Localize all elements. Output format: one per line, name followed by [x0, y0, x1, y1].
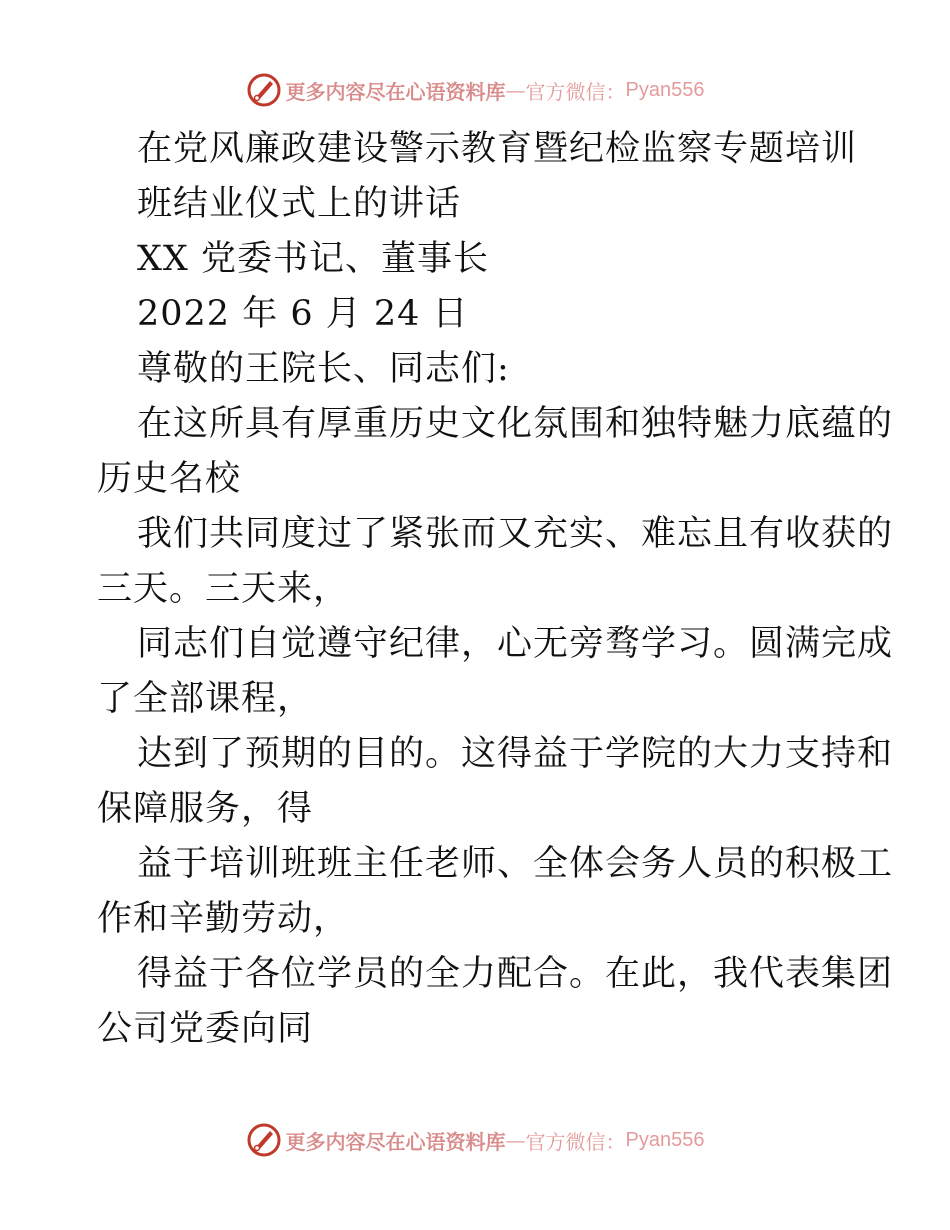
watermark-separator: — [505, 1128, 526, 1152]
paragraph-line: 历史名校 [97, 459, 242, 499]
document-body [97, 122, 894, 1057]
paragraph-line: 达到了预期的目的。这得益于学院的大力支持和 [137, 734, 894, 774]
watermark-brand: 更多内容尽在心语资料库 [285, 79, 506, 104]
watermark-wechat-id: Pyan556 [625, 1128, 705, 1151]
watermark-wechat-id: Pyan556 [625, 78, 705, 101]
paragraph-line: 得益于各位学员的全力配合。在此，我代表集团 [137, 954, 894, 994]
watermark-brand: 更多内容尽在心语资料库 [285, 1129, 506, 1154]
paragraph-line: 了全部课程， [97, 679, 314, 719]
brand-logo-icon [246, 1122, 282, 1158]
salutation-line: 尊敬的王院长、同志们: [137, 349, 510, 389]
speaker-line: XX 党委书记、董事长 [137, 239, 489, 279]
paragraph-line: 保障服务，得 [97, 789, 314, 829]
watermark-separator: — [505, 78, 526, 102]
paragraph-line: 益于培训班班主任老师、全体会务人员的积极工 [137, 844, 894, 884]
paragraph-line: 我们共同度过了紧张而又充实、难忘且有收获的 [137, 514, 894, 554]
paragraph-line: 公司党委向同 [97, 1009, 314, 1049]
title-line-1: 在党风廉政建设警示教育暨纪检监察专题培训 [137, 129, 858, 169]
paragraph-line: 在这所具有厚重历史文化氛围和独特魅力底蕴的 [137, 404, 894, 444]
watermark-suffix: 官方微信： [525, 1129, 626, 1154]
paragraph-line: 同志们自觉遵守纪律，心无旁骛学习。圆满完成 [137, 624, 894, 664]
date-line: 2022 年 6 月 24 日 [137, 294, 469, 334]
title-line-2: 班结业仪式上的讲话 [137, 184, 462, 224]
footer-watermark [0, 1120, 950, 1160]
header-watermark [0, 70, 950, 110]
watermark-suffix: 官方微信： [525, 79, 626, 104]
paragraph-line: 作和辛勤劳动， [97, 899, 350, 939]
paragraph-line: 三天。三天来， [97, 569, 350, 609]
brand-logo-icon [246, 72, 282, 108]
